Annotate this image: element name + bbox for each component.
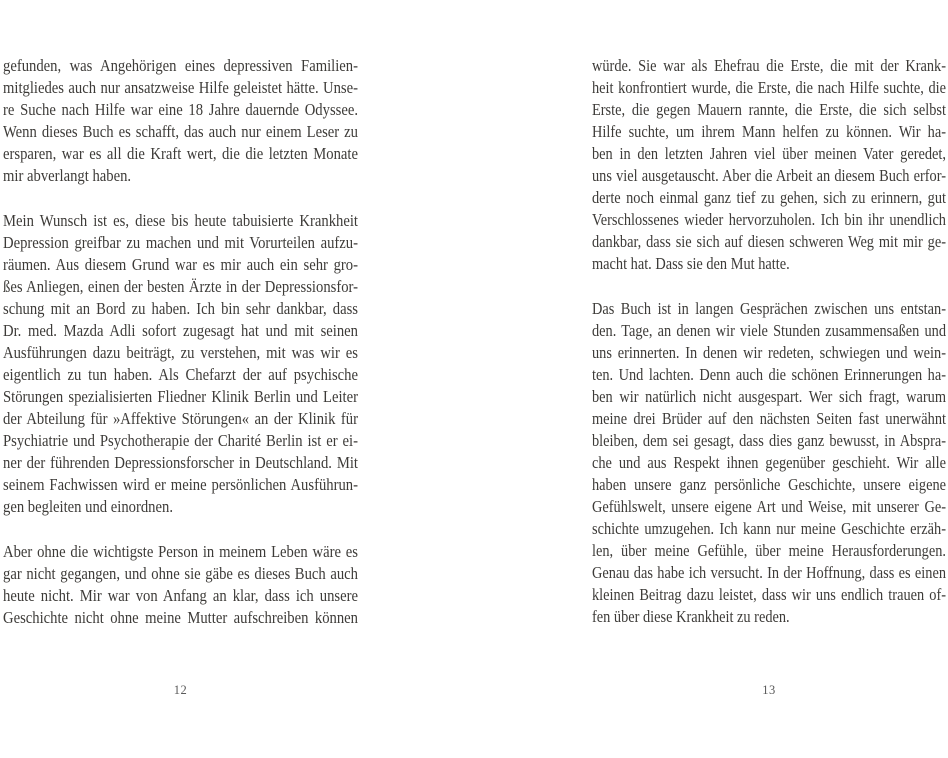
text-line: gar nicht gegangen, und ohne sie gäbe es dieses Buch auch: [3, 564, 358, 583]
text-line: fen über diese Krankheit zu reden.: [592, 607, 790, 626]
text-line: bleiben, dem sei gesagt, dass dies ganz bewusst, in Abspra-: [592, 431, 946, 450]
page-right-text: [592, 55, 946, 628]
paragraph: [592, 298, 946, 628]
text-line: Hilfe suchte, um ihrem Mann helfen zu können. Wir ha-: [592, 122, 946, 141]
text-line: schung mit an Bord zu haben. Ich bin sehr dankbar, dass: [3, 299, 358, 318]
text-line: der Abteilung für »Affektive Störungen« an der Klinik für: [3, 409, 358, 428]
page-number-left: 12: [173, 683, 188, 697]
text-line: dankbar, dass sie sich auf diesen schweren Weg mit mir ge-: [592, 232, 946, 251]
text-line: seinem Fachwissen wird er meine persönlichen Ausführun-: [3, 475, 358, 494]
text-line: eigentlich zu tun haben. Als Chefarzt der auf psychische: [3, 365, 358, 384]
text-line: ner der führenden Depressionsforscher in Deutschland. Mit: [3, 453, 358, 472]
text-line: Störungen spezialisierten Fliedner Klinik Berlin und Leiter: [3, 387, 358, 406]
text-line: Depression greifbar zu machen und mit Vorurteilen aufzu-: [3, 233, 358, 252]
text-line: kleinen Beitrag dazu leistet, dass wir uns endlich trauen of-: [592, 585, 946, 604]
page-number-right: 13: [762, 683, 776, 697]
text-line: derte noch einmal ganz tief zu gehen, sich zu erinnern, gut: [592, 188, 946, 207]
text-line: Aber ohne die wichtigste Person in meinem Leben wäre es: [3, 542, 358, 561]
text-line: meine drei Brüder auf den nächsten Seiten fast unerwähnt: [592, 409, 946, 428]
text-line: Das Buch ist in langen Gesprächen zwischen uns entstan-: [592, 299, 946, 318]
text-line: ten. Und lachten. Denn auch die schönen Erinnerungen ha-: [592, 365, 946, 384]
text-line: che und aus Respekt ihnen gegenüber geschieht. Wir alle: [592, 453, 946, 472]
text-line: len, über meine Gefühle, über meine Herausforderungen.: [592, 541, 946, 560]
text-line: Psychiatrie und Psychotherapie der Charité Berlin ist er ei-: [3, 431, 358, 450]
text-line: heute nicht. Mir war von Anfang an klar, dass ich unsere: [3, 586, 358, 605]
text-line: Verschlossenes wieder hervorzuholen. Ich bin ihr unendlich: [592, 210, 946, 229]
text-line: uns viel ausgetauscht. Aber die Arbeit an diesem Buch erfor-: [592, 166, 946, 185]
paragraph: [3, 210, 358, 518]
text-line: Gefühlswelt, unsere eigene Art und Weise, mit unserer Ge-: [592, 497, 946, 516]
text-line: gefunden, was Angehörigen eines depressiven Familien-: [3, 56, 358, 75]
text-line: würde. Sie war als Ehefrau die Erste, die mit der Krank-: [592, 56, 946, 75]
text-line: den. Tage, an denen wir viele Stunden zusammensaßen und: [592, 321, 946, 340]
text-line: Mein Wunsch ist es, diese bis heute tabuisierte Krankheit: [3, 211, 358, 230]
text-line: ben in den letzten Jahren viel über meinen Vater geredet,: [592, 144, 946, 163]
text-line: re Suche nach Hilfe war eine 18 Jahre dauernde Odyssee.: [3, 100, 358, 119]
page-right: [592, 55, 946, 715]
text-line: schichte umzugehen. Ich kann nur meine Geschichte erzäh-: [592, 519, 946, 538]
text-line: Geschichte nicht ohne meine Mutter aufschreiben können: [3, 608, 358, 627]
text-line: gen begleiten und einordnen.: [3, 497, 173, 516]
page-left: [3, 55, 358, 715]
text-line: Wenn dieses Buch es schafft, das auch nur einem Leser zu: [3, 122, 358, 141]
text-line: Genau das habe ich versucht. In der Hoffnung, dass es einen: [592, 563, 946, 582]
text-line: mir abverlangt haben.: [3, 166, 132, 185]
text-line: uns erinnerten. In denen wir redeten, schwiegen und wein-: [592, 343, 946, 362]
text-line: mitgliedes auch nur ansatzweise Hilfe geleistet hätte. Unse-: [3, 78, 358, 97]
text-line: ßes Anliegen, einen der besten Ärzte in der Depressionsfor-: [3, 277, 358, 296]
paragraph: [3, 55, 358, 187]
text-line: räumen. Aus diesem Grund war es mir auch ein sehr gro-: [3, 255, 358, 274]
text-line: ben wir natürlich nicht ausgespart. Wer sich fragt, warum: [592, 387, 946, 406]
text-line: ersparen, war es all die Kraft wert, die die letzten Monate: [3, 144, 358, 163]
paragraph: [3, 541, 358, 629]
text-line: Dr. med. Mazda Adli sofort zugesagt hat und mit seinen: [3, 321, 358, 340]
paragraph: [592, 55, 946, 275]
page-left-text: [3, 55, 358, 629]
text-line: Erste, die gegen Mauern rannte, die Erste, die sich selbst: [592, 100, 946, 119]
text-line: haben unsere ganz persönliche Geschichte, unsere eigene: [592, 475, 946, 494]
text-line: macht hat. Dass sie den Mut hatte.: [592, 254, 790, 273]
text-line: heit konfrontiert wurde, die Erste, die nach Hilfe suchte, die: [592, 78, 946, 97]
text-line: Ausführungen dazu beiträgt, zu verstehen, mit was wir es: [3, 343, 358, 362]
